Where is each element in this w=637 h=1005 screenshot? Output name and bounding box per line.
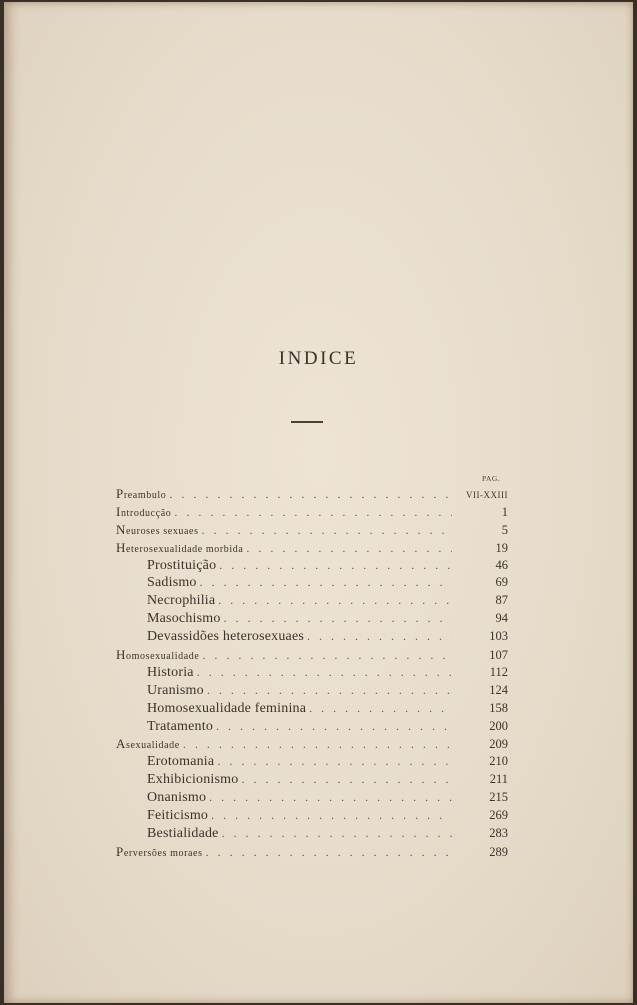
toc-entry [116,557,508,575]
toc-entry [116,664,508,682]
dot-leader [208,807,452,825]
toc-entry [116,574,508,592]
toc-entry-page-number: 107 [489,648,508,663]
dot-leader [206,789,452,807]
toc-entry [116,825,508,843]
dot-leader [194,664,452,682]
toc-entry [116,592,508,610]
dot-leader [204,682,452,700]
toc-entry-label: Homosexualidade feminina [147,700,307,716]
toc-entry-page-number: 19 [495,540,508,555]
toc-entry [116,753,508,771]
dot-leader [171,504,452,522]
toc-entry-label: Sadismo [147,575,197,591]
toc-entry [116,539,508,557]
dot-leader [197,574,452,592]
toc-entry-label: Bestialidade [147,825,219,841]
toc-entry-label: Onanismo [147,790,207,806]
toc-entry-label: Devassidões heterosexuaes [147,629,305,645]
toc-entry [116,503,508,521]
toc-entry [116,771,508,789]
toc-entry-label: Heterosexualidade morbida [116,539,244,555]
toc-entry-label: Historia [147,664,194,680]
toc-entry-page-number: 283 [489,825,508,840]
toc-entry-label: Necrophilia [147,593,216,609]
toc-entry [116,718,508,736]
dot-leader [203,844,452,862]
toc-entry [116,628,508,646]
table-of-contents [116,485,508,861]
dot-leader [199,647,452,665]
toc-entry-label: Homosexualidade [116,647,200,663]
toc-entry-label: Uranismo [147,682,204,698]
toc-entry [116,521,508,539]
toc-entry-page-number: 124 [489,682,508,697]
toc-entry-label: Erotomania [147,754,215,770]
toc-entry-page-number: 209 [489,737,508,752]
toc-entry-page-number: 210 [489,754,508,769]
toc-entry [116,700,508,718]
toc-entry [116,807,508,825]
toc-entry-page-number: 1 [501,504,508,519]
toc-entry [116,682,508,700]
book-page [4,2,633,1003]
toc-entry-page-number: 103 [489,629,508,644]
toc-entry [116,485,508,503]
toc-entry-page-number: 112 [489,664,508,679]
toc-entry [116,789,508,807]
dot-leader [166,486,452,504]
dot-leader [238,771,452,789]
toc-entry [116,843,508,861]
dot-leader [199,522,452,540]
dot-leader [216,557,452,575]
toc-entry-page-number: 158 [489,700,508,715]
toc-entry-page-number: 215 [489,790,508,805]
toc-entry-page-number: 289 [489,844,508,859]
toc-entry-label: Asexualidade [116,736,180,752]
toc-entry-page-number: 46 [495,557,508,572]
dot-leader [214,753,452,771]
dot-leader [306,700,452,718]
toc-entry-label: Neuroses sexuaes [116,521,199,537]
dot-leader [180,736,452,754]
toc-entry-page-number: 200 [489,718,508,733]
toc-entry-label: Exhibicionismo [147,772,239,788]
dot-leader [219,825,452,843]
toc-entry [116,646,508,664]
toc-entry-page-number: 269 [489,808,508,823]
toc-entry-label: Tratamento [147,718,214,734]
dot-leader [221,610,452,628]
toc-entry-label: Masochismo [147,611,221,627]
toc-entry-label: Perversões moraes [116,843,203,859]
toc-entry-label: Prostituição [147,557,217,573]
toc-entry-page-number: 211 [489,772,508,787]
toc-entry-label: Preambulo [116,486,167,501]
toc-entry-page-number: 94 [495,611,508,626]
toc-entry-label: Introducção [116,503,172,519]
toc-entry [116,610,508,628]
title-divider [291,421,323,423]
page-title: INDICE [278,348,359,369]
toc-entry-page-number: 87 [495,593,508,608]
toc-entry [116,735,508,753]
toc-entry-page-number: 5 [501,522,508,537]
dot-leader [213,718,452,736]
page-column-label: PAG. [482,474,501,483]
dot-leader [215,592,452,610]
toc-entry-label: Feiticismo [147,808,209,824]
dot-leader [304,628,452,646]
dot-leader [243,540,452,558]
toc-entry-page-number: 69 [495,575,508,590]
toc-entry-page-number: VII-XXIII [466,490,508,500]
